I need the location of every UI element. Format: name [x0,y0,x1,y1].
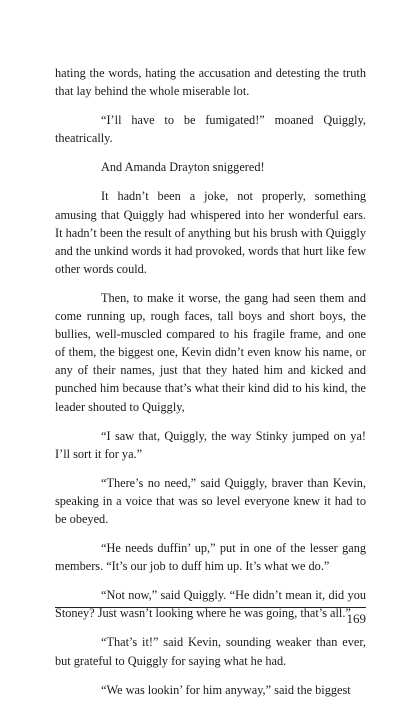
page-number: 169 [346,611,366,626]
paragraph: hating the words, hating the accusation and detesting the truth that lay behind the whole miserable lot. [55,66,366,99]
paragraph: And Amanda Drayton sniggered! [101,160,265,175]
paragraph: Then, to make it worse, the gang had seen them and come running up, rough faces, tall boys and short boys, the bullies, well-muscled compared to his fragile frame, and one of them, the biggest one, Kevin didn’t even know his name, or any of their names, just that they hated him and kicked and punched him because that’s what their kind did to his kind, the leader shouted to Quiggly, [55,290,366,414]
paragraph: “There’s no need,” said Quiggly, braver than Kevin, speaking in a voice that was so level everyone knew it had to be obeyed. [55,475,366,526]
paragraph: “Not now,” said Quiggly. “He didn’t mean it, did you Stoney? Just wasn’t looking where he was going, that’s all.” [55,588,366,621]
body-text [55,64,366,710]
paragraph: “He needs duffin’ up,” put in one of the lesser gang members. “It’s our job to duff him up. It’s what we do.” [55,541,366,574]
footer-rule [55,607,366,608]
paragraph: “We was lookin’ for him anyway,” said the biggest [101,682,351,697]
paragraph: “That’s it!” said Kevin, sounding weaker than ever, but grateful to Quiggly for saying what he had. [55,635,366,668]
paragraph: It hadn’t been a joke, not properly, something amusing that Quiggly had whispered into her wonderful ears. It hadn’t been the result of anything but his brush with Quiggly and the unkind words it had provoked, words that hurt like few other words could. [55,189,366,276]
paragraph: “I’ll have to be fumigated!” moaned Quiggly, theatrically. [55,113,366,146]
paragraph: “I saw that, Quiggly, the way Stinky jumped on ya! I’ll sort it for ya.” [55,428,366,461]
